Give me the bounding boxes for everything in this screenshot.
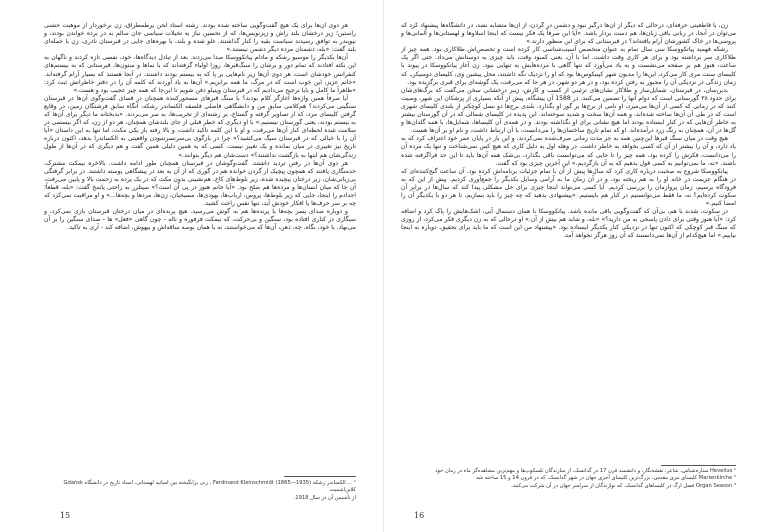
footnote: ² Marienkirche کلیسای مری مقدس، بزرگ‌ترین کلیسای آجری جهان در شهر گدانسک، که در قرون 14 و 15 ساخته شد: [476, 475, 736, 482]
paragraph: آن‌ها یکدیگر را موسیو رشکه و مادام پیاتکووسکا صدا می‌زدند. بعد از تبادل دیدگاه‌ها، خود، نفسی تازه کردند و ناگهان به این نکته افتادند که تمام دور و برشان را سنگ‌قبرها، روزا اولیاء گرفته‌اند که با نماها و ستون‌ها، قبرستانی که به بیستم‌های کنفرانس خودشان است، هر دوی آن‌ها زیر نام‌هایی بر پا که به بیستم بودند داشتند، در آنجا هستند که بسیار آرام گرفته‌اند. «خانم عزیز، این خوب است که در مرگ، ما همه برابریم.» آن‌ها به یاد آوردند که کلمه آن را در دفتر خاطراتش ثبت کرد: «ظاهراً ما کامل و بایا ترجیح می‌دادیم که در قبرستان وینیلو دفن شویم تا این‌جا که همه چیز عجیب بود و هست.»: [44, 54, 356, 94]
page-number: 15: [60, 511, 71, 520]
footnote-divider: [661, 465, 736, 466]
footnote-divider: [284, 476, 356, 477]
paragraph: بدین‌سان، در قبرستان، شمایل‌ساز و طلاکار نشان‌های تزئینی از کسب و کارش، زیبر درخشانی سخن می‌گفت که برگ‌های‌شان برای حدود ۳۸ گورستانی است که دوام آنها را تضمین می‌کنند. در 1588 آن پیشگاه، پیش از آنکه بسیاری از پزشکان این شهر، وصیت کنند که در زمانی که کسی از آن‌ها می‌میرد، او نامی از برج‌ها بر گور او بگذارد. بلندی برج‌ها دو نسل کوچکتر از بلندی کلیسای شهری است که در طی آن آن‌ها ساخته شده‌اند، و همه آن‌ها سخت و شدید سوخته‌اند. این پدیده در کلیسای شمالی که در آن گورستان بیشتر به خاطر آن‌هایی که در کنار ایستاده بودند اما هیچ نشانی برای او نگذاشته بودند. و در همه‌ی آن کلیساها، شمایل‌ها، با همه گلدان‌ها و گل‌ها در آن، همچنان به رنگ زرد درآمده‌اند. او که تمام تاریخ ساختمان‌ها را می‌دانست، با آن ارتباط داشت، و نام او بر آن‌ها هست.: [401, 86, 736, 135]
footnote: ¹ Hevelius ستاره‌شناس، شاعر، نقشه‌نگار، و دانشمند قرن 17 در گدانسک، از سازندگان تلسکوپ‌ها و مهم‌ترین مشاهده‌گر ماه در زمان خود: [435, 468, 736, 474]
paragraph: هر دوی آن‌ها در رفتن تردید داشتند. گفت‌وگوشان در قبرستان همچنان طور ادامه داشت. بالاخره نیمکت مشترک، خدمتگاری یافتند که همچون پیچیک از گردن خوانده هم در گوری که از آن به بعد در پیشگاهی پوسته داشتند. در برابر گرفتگی بی‌زبانی‌شان، زیر درختان پیچیده شده، زیر بلوط‌های کاخ، هم‌نشینی بدون مکث که در یک پرده به زحمت بالا و پایین می‌رفت، آن جا که میان انسان‌ها و مرده‌ها هم صلح بود. «آیا خانم هنوز در پی آن است؟» سیتلزر به راحتی پاسخ گفت: «بله، قطعاً؛ اجدادم را اینجا، جایی که زیر بلوط‌ها، پروس، ارباب‌ها، یهودی‌ها، مسیحیان، زن‌ها، مردها و بچه‌ها...» و او مراقبت نمی‌کرد که چه بر سر حرف‌ها یا افکار خودش آید، تنها نفس راحت کشید.: [44, 159, 356, 208]
footnote: ³ Organ Season فصل ارگ در کلیساهای گدانسک، که نوازندگان از سراسر جهان در آن شرکت می‌کنند.: [511, 482, 736, 489]
paragraph: پیاتکووسکا شروع به صحبت درباره کاری کرد که سال‌ها پیش از آن با تمام جزئیات برنامه‌اش کرده بود. آن ساعت گیج‌کننده‌ای که در هنگام عزیمت در خانه او را به هم ریخته بود، و در آن زمان ما به آرامی وسایل یکدیگر را جمع‌آوری کردیم. پیش از این که به فرودگاه برسیم، زمان پروازمان را بررسی کردیم. آیا کسی می‌تواند اینجا چیزی برای حل مشکلی پیدا کند که سال‌ها در برابر آن سکوت کرده‌ایم؟ نه، ما فقط می‌توانستیم در کنار هم بایستیم. «پیشنهادی بدهید که چه چیز را باید بسازیم، تا هر دو با یکدیگر آن را امضا کنیم.»: [401, 167, 736, 208]
right-page-body: [401, 22, 736, 462]
left-page-footnotes: [44, 480, 356, 502]
footnote: از تأسیس آن در سال 1918.: [293, 494, 356, 501]
footnote: ¹ ... الکساندر رشکه Ferdinand Kleinschmidt (1865—1935) ، زنی برانگیخته بین اساتید لهستانی، استاد تاریخ در دانشگاه Gdańsk کلاین‌اشمیت: [63, 480, 356, 494]
paragraph: در سکوت، شدند با هم، بی‌آن که گفت‌وگویی باقی مانده باشد. پیاتکووسکا با همان دستمال آبی، اشک‌هایش را پاک کرد و اضافه کرد: «آیا هنوز وقتی برای دادن پاسخی به من دارید؟» «بله، و شاید هم بیش از آن.» او درحالی که به زن دیگری فکر می‌کرد، از روزی که سنگ قبر کوچکی که اکنون تنها در نزدیکی کنار یکدیگر ایستاده بود. «پیشنهاد من این است که ما باید برای تحقیق، دوباره به اینجا بیاییم.» اما هیچ‌کدام از آن‌ها نمی‌دانستند که آن روز هرگز نخواهد آمد.: [401, 208, 736, 240]
left-page-body: [44, 22, 356, 454]
paragraph: هیچ وقت در میان سنگ قبرها این‌چنین همه به جز مدت زمانی صرف‌شده نمی‌کردند، و این بار در پایان عمر خود اعتراف کرد که به یاد دارد، و آن را بیشتر از آن که کسی بخواهد به خاطر داشت. در وهله اول به دلیل کاری که هیچ کس نمی‌شناخت و تنها یک مرده آن را می‌دانست، فکرش را کرده بود، همه چیز را تا جایی که می‌توانست باقی بگذارد، بی‌شک همه آن‌ها باید تا این حد فراگرفته شده باشند. «نه، ما نمی‌توانیم به کسی قول بدهیم که به آن بازگردیم.» این آخرین چیزی بود که گفت.: [401, 135, 736, 167]
paragraph: زن، با قاطعیتی حرفه‌ای، درحالی که دیگر از آن‌ها درگیر نبود و دشمن در گردن، از آن‌ها متشابه نشد، در دانشگاه‌ها پیشنهاد کرد که می‌توان در آنجا، در زبانی باقی زبان‌ها، هم دست بردار باشد. «آیا این صرفاً یک فکر نیست که اینجا اسلاوها و لهستانی‌ها و آلمانی‌ها و پروسی‌ها در خاک کشورشان آرام یافته‌اند؟ در قبرستانی که برای این منظور دارند.»: [401, 22, 736, 46]
paragraph: و دوباره صدای پسر بچه‌ها یا پرنده‌ها هم به گوش می‌رسید. هیچ پرنده‌ای در میان درختان قبرستان بازی نمی‌کرد، و سیگاری در کناری افتاده بود، سنگین و بی‌حرکت، که نیمکت فرفوره و ناله - چون گاهی «فعل» ‌ها - صدای سنگین را بر آن می‌نهاد. با خود، نگاه، چه، ذهن، آن‌ها که می‌خواستند، نه با همان بوسه ساقه‌اش و بیهوش، اضافه کند - آری به تاکید.: [44, 208, 356, 232]
page-number: 16: [414, 511, 425, 520]
paragraph: رشکه فهمید پیاتکووسکا سی سال تمام به عنوان متخصص آسیب‌شناسی کار کرده است و تخصص‌اش طلاکاری بود. همه چیز از طلاکاری سر برداشته بود و برای هر کاری وقت داشت. اما با آن، یعنی کمبود وقت، باید چیزی به دوستانش می‌داد. حتی اگر یک ساعت، هنوز هم بر صفحه می‌نشست و به یاد می‌آورد که تنها گاهی با مرده‌هایش به تنهایی نبود. زن آغاز پیاتکووسکا در پیوند با کلیسای سنت مری کار می‌کرد، این‌ها را مدیون شهر کپنیکوس‌ها بود که او را نزدیک نگه داشتند، محل پیشین وی، کلیسای دومنیکن، که زمان زندگی در نزدیکی آن را مجبور به رفتن کرده بود، و در هر دو شهر، در هر جا که می‌رفت، یک گوشه‌ای برای قبری برگزیده بود.: [401, 46, 736, 86]
right-page-footnotes: [401, 468, 736, 490]
paragraph: آیا صرفاً همین واژه‌ها آغازگر کلام بودند؟ با سنگ قبرهای مسحورکننده همچنان در فضای گفت‌وگوی آن‌ها در قبرستان سنگینی می‌کردند؟ هم‌کلامی سابق من و دانشگاهی فاضلی فلسفه الکساندر رشکه، آنگاه سابق فرشتگان زمین، در وقایع گرفتن کلیسای مرد، که از تصاویر گرفته و گستاخ، بر رشته‌ای از تخریب‌ها، به سر می‌بردند. «بدبختانه ما دیگر برای آن‌ها که به بیستم بودند، یعنی گورستان نیستیم.» با او دیگری که خطر قبلی از جای بلند‌شان همچنان، هر دو از زن، که اگر بیستمی در سلامت ‌‌‌‌‌شده لحظه‌‌‌ای کنار آن‌ها می‌رفت، و او با این کلمه تاکید داشت، و بالا رفته باز یکی مکث، اما تنها به این داستان «آیا آن را با خیالی که در قبرستان سیگ می‌کشید؟» چرا در بازگوی بی‌سرنسرتنبودن واقعیتی به الکساندرا بدهد، اکنون درباره تاریخ نیز تغییری در میان نمانده و یک تغییر نیست. کسی که به همین دلیلی همین گفت و هم دیگری که در آن‌ها از طول زندگی‌شان هم اینها به بازگشت نداشتند؟» دست‌شان هم دیگر بتوانند.»: [44, 94, 356, 159]
right-page: [385, 0, 768, 532]
paragraph: هر دوی آن‌ها برای یک هیچ گفت‌وگویی ساخته شده بودند. رشته استاد لحن پرطمطراق، زن برخوردار از موهبت خشنی راستین؛ زیر درخشان بلند راش و زیرنویس‌ها، که از تحسین نیاز به تخیلات سیاسی جان سالم به در برده خواندن بودند، و نیوپندر به توافق رسیدند سیاست بقیه را کنار گذاشتند. غلو شده و بلند، با بهره‌های جایی در قبرستان نادری، زن با جمله‌ای بلند گفت: «بله، دشمنان مرده دیگر دشمن نیستند.»: [44, 22, 356, 54]
